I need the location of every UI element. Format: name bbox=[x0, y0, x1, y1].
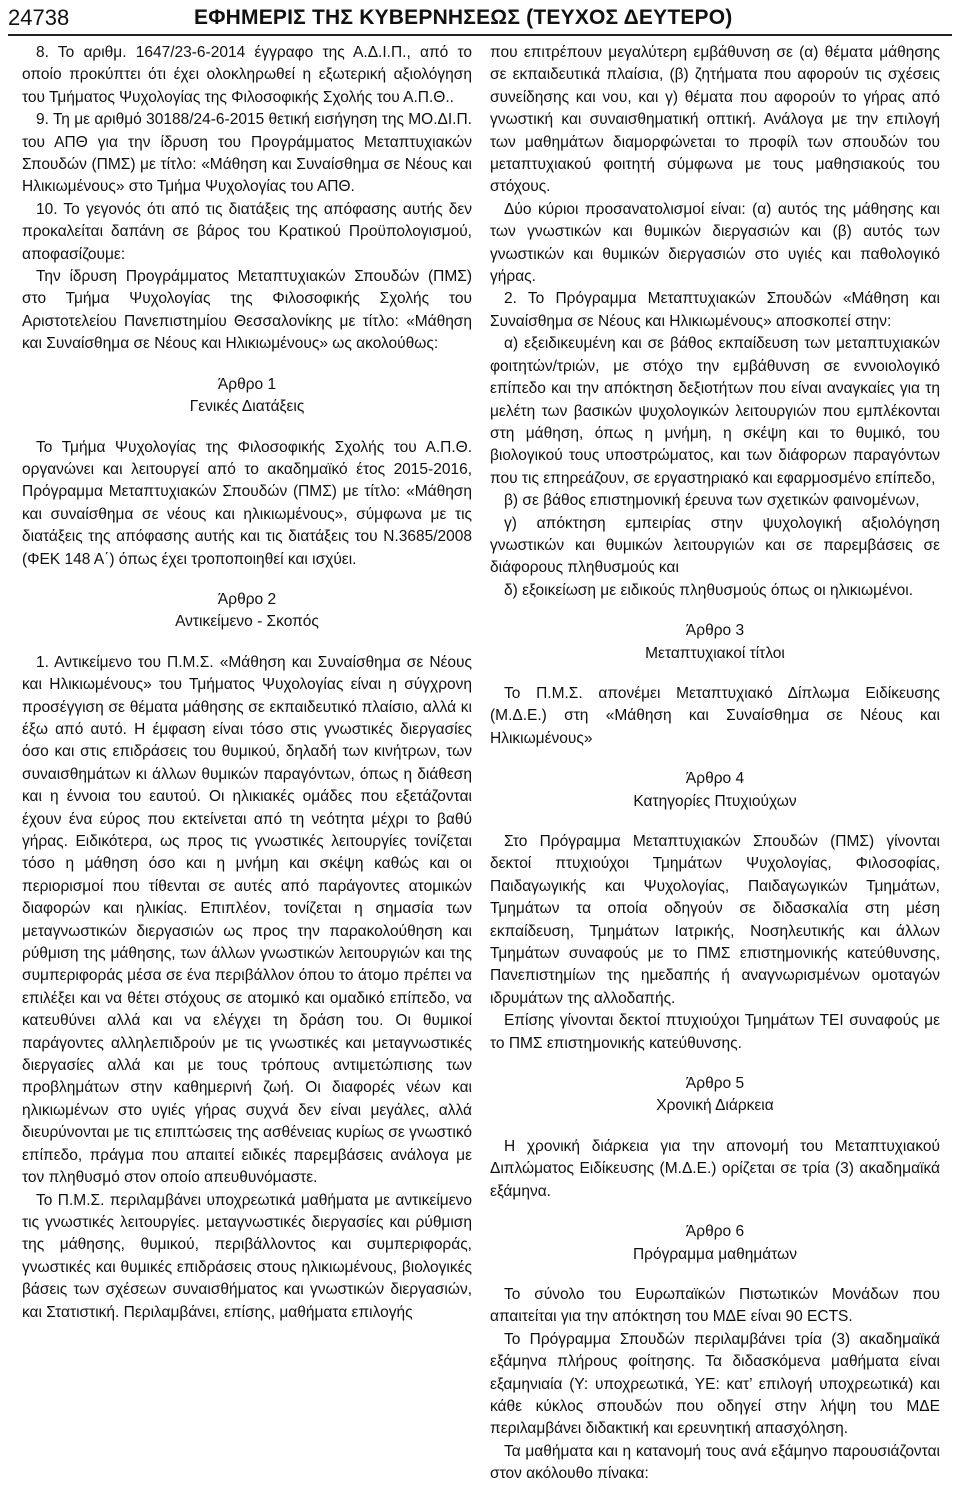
article-2-number: Άρθρο 2 bbox=[217, 590, 277, 608]
aim-a: α) εξειδικευμένη και σε βάθος εκπαίδευση των μεταπτυχιακών φοιτητών/τριών, με στόχο την εμβάθυνση σε εννοιολογικό επίπεδο και την απόκτηση δεξιοτήτων που είναι αναγκαίες για τη μελέτη των βασικών ψυχολογικών λειτουργιών που εμπλέκονται στη μάθηση, όπως η μνήμη, η σκέψη και το θυμικό, του βιολογικού τους υποστρώματος, και των διάφορων παραγόντων που τις επηρεάζουν, σε εργαστηριακό και εφαρμοσμένο επίπεδο, bbox=[490, 335, 940, 487]
orientations-text: Δύο κύριοι προσανατολισμοί είναι: (α) αυτός της μάθησης και των γνωστικών και θυμικών διεργασιών και (β) αυτός των γνωστικών και θυμικών διεργασιών στο υγιές και παθολογικό γήρας. bbox=[490, 200, 940, 286]
decision-text: Την ίδρυση Προγράμματος Μεταπτυχιακών Σπουδών (ΠΜΣ) στο Τμήμα Ψυχολογίας της Φιλοσοφικής Σχολής του Αριστοτελείου Πανεπιστημίου Θεσσαλονίκης με τίτλο: «Μάθηση και Συναίσθημα σε Νέους και Ηλικιωμένους» ως ακολούθως: bbox=[22, 268, 472, 353]
clause-9: 9. Τη με αριθμό 30188/24-6-2015 θετική εισήγηση της ΜΟ.ΔΙ.Π. του ΑΠΘ για την ίδρυση του Προγράμματος Μεταπτυχιακών Σπουδών (ΠΜΣ) με τίτλο: «Μάθηση και Συναίσθημα σε Νέους και Ηλικιωμένους» στο Τμήμα Ψυχολογίας του ΑΠΘ. bbox=[22, 111, 472, 196]
spacer bbox=[490, 1266, 940, 1284]
spacer bbox=[490, 813, 940, 831]
article-6-title: Πρόγραμμα μαθημάτων bbox=[632, 1245, 798, 1263]
article-2-title: Αντικείμενο - Σκοπός bbox=[175, 613, 319, 631]
page-number: 24738 bbox=[8, 5, 70, 30]
article-6-number: Άρθρο 6 bbox=[685, 1223, 745, 1241]
spacer bbox=[490, 1055, 940, 1073]
article-6-paragraph-3: Τα μαθήματα και η κατανομή τους ανά εξάμηνο παρουσιάζονται στον ακόλουθο πίνακα: bbox=[490, 1442, 940, 1483]
spacer bbox=[490, 665, 940, 683]
article-3-title: Μεταπτυχιακοί τίτλοι bbox=[645, 644, 785, 662]
spacer bbox=[490, 1118, 940, 1136]
clause-8: 8. Το αριθμ. 1647/23-6-2014 έγγραφο της Α.Δ.Ι.Π., από το οποίο προκύπτει ότι έχει ολοκληρωθεί η εξωτερική αξιολόγηση του Τμήματος Ψυχολογίας της Φιλοσοφικής Σχολής του Α.Π.Θ.. bbox=[22, 44, 472, 106]
spacer bbox=[490, 602, 940, 620]
spacer bbox=[22, 571, 472, 589]
article-4-title: Κατηγορίες Πτυχιούχων bbox=[633, 792, 797, 810]
spacer bbox=[490, 750, 940, 768]
article-1-title: Γενικές Διατάξεις bbox=[189, 398, 305, 416]
article-5-number: Άρθρο 5 bbox=[685, 1075, 745, 1093]
article-2-paragraph-2: Το Π.Μ.Σ. περιλαμβάνει υποχρεωτικά μαθήματα με αντικείμενο τις γνωστικές λειτουργίες. μεταγνωστικές διεργασίες και ρύθμιση της μάθησης, θυμικού, περιβάλλοντος και συμπεριφοράς, γνωστικές και θυμικές επιδράσεις στους ηλικιωμένους, βιολογικές βάσεις των σχέσεων συναισθήματος και γνωστικών διεργασιών, και Στατιστική. Περιλαμβάνει, επίσης, μαθήματα επιλογής bbox=[22, 1191, 472, 1321]
aim-c: γ) απόκτηση εμπειρίας στην ψυχολογική αξιολόγηση γνωστικών και θυμικών λειτουργιών και σε παρεμβάσεις σε διάφορους πληθυσμούς και bbox=[490, 514, 940, 577]
spacer bbox=[490, 1203, 940, 1221]
article-6-paragraph-2: Το Πρόγραμμα Σπουδών περιλαμβάνει τρία (3) ακαδημαϊκά εξάμηνα πλήρους φοίτησης. Τα διδασκόμενα μαθήματα είναι εξαμηνιαία (Υ: υποχρεωτικά, ΥΕ: κατ’ επιλογή υποχρεωτικά) και κάθε κύκλος σπουδών που οδηγεί στην λήψη του ΜΔΕ περιλαμβάνει διδακτική και ερευνητική απασχόληση. bbox=[490, 1330, 940, 1438]
article-4-paragraph-2: Επίσης γίνονται δεκτοί πτυχιούχοι Τμημάτων ΤΕΙ συναφούς με το ΠΜΣ επιστημονικής κατεύθυνσης. bbox=[490, 1012, 940, 1052]
aim-d: δ) εξοικείωση με ειδικούς πληθυσμούς όπως οι ηλικιωμένοι. bbox=[504, 581, 914, 599]
aim-intro: 2. Το Πρόγραμμα Μεταπτυχιακών Σπουδών «Μάθηση και Συναίσθημα σε Νέους και Ηλικιωμένους» αποσκοπεί στην: bbox=[490, 290, 940, 330]
spacer bbox=[22, 634, 472, 652]
article-5-text: Η χρονική διάρκεια για την απονομή του Μεταπτυχιακού Διπλώματος Ειδίκευσης (Μ.Δ.Ε.) ορίζεται σε τρία (3) ακαδημαϊκά εξάμηνα. bbox=[490, 1137, 940, 1200]
aim-b: β) σε βάθος επιστημονική έρευνα των σχετικών φαινομένων, bbox=[504, 492, 920, 510]
article-3-number: Άρθρο 3 bbox=[685, 622, 745, 640]
right-column bbox=[490, 42, 940, 1483]
article-4-number: Άρθρο 4 bbox=[685, 770, 745, 788]
left-column bbox=[22, 42, 472, 1404]
article-1-text: Το Τμήμα Ψυχολογίας της Φιλοσοφικής Σχολής του Α.Π.Θ. οργανώνει και λειτουργεί από το ακαδημαϊκό έτος 2015-2016, Πρόγραμμα Μεταπτυχιακών Σπουδών (ΠΜΣ) με τίτλο: «Μάθηση και συναίσθημα σε νέους και ηλικιωμένους», σύμφωνα με τις διατάξεις της απόφασης αυτής και τις διατάξεις του Ν.3685/2008 (ΦΕΚ 148 Α΄) όπως έχει τροποποιηθεί και ισχύει. bbox=[22, 438, 472, 568]
article-5-title: Χρονική Διάρκεια bbox=[656, 1097, 774, 1115]
journal-title: ΕΦΗΜΕΡΙΣ ΤΗΣ ΚΥΒΕΡΝΗΣΕΩΣ (ΤΕΥΧΟΣ ΔΕΥΤΕΡΟ) bbox=[194, 6, 733, 29]
article-6-paragraph-1: Το σύνολο του Ευρωπαϊκών Πιστωτικών Μονάδων που απαιτείται για την απόκτηση του ΜΔΕ είναι 90 ECTS. bbox=[490, 1285, 940, 1326]
spacer bbox=[22, 356, 472, 374]
article-4-paragraph-1: Στο Πρόγραμμα Μεταπτυχιακών Σπουδών (ΠΜΣ) γίνονται δεκτοί πτυχιούχοι Τμημάτων Ψυχολογίας, Φιλοσοφίας, Παιδαγωγικής και Ψυχολογίας, Παιδαγωγικών Τμημάτων, Τμημάτων τα οποία οδηγούν σε διδασκαλία στη μέση εκπαίδευση, Τμημάτων Ιατρικής, Νοσηλευτικής και άλλων Τμημάτων συναφούς με το ΠΜΣ επιστημονικής κατεύθυνσης, Πανεπιστημίων της ημεδαπής ή αναγνωρισμένων ομοταγών ιδρυμάτων της αλλοδαπής. bbox=[490, 833, 940, 1007]
continued-text: που επιτρέπουν μεγαλύτερη εμβάθυνση σε (α) θέματα μάθησης σε εκπαιδευτικά πλαίσια, (β) ζητήματα που αφορούν τις σχέσεις συνείδησης και νου, και γ) θέματα που αφορούν το γήρας από γνωστική και συναισθηματική οπτική. Ανάλογα με την επιλογή των μαθημάτων διαμορφώνεται το προφίλ των σπουδών του μεταπτυχιακού φοιτητή σύμφωνα με τους μαθησιακούς του στόχους. bbox=[490, 44, 940, 196]
clause-10: 10. Το γεγονός ότι από τις διατάξεις της απόφασης αυτής δεν προκαλείται δαπάνη σε βάρος του Κρατικού Προϋπολογισμού, αποφασίζουμε: bbox=[22, 200, 472, 263]
article-1-number: Άρθρο 1 bbox=[217, 375, 277, 393]
article-3-text: Το Π.Μ.Σ. απονέμει Μεταπτυχιακό Δίπλωμα Ειδίκευσης (Μ.Δ.Ε.) στη «Μάθηση και Συναίσθημα σε Νέους και Ηλικιωμένους» bbox=[490, 684, 940, 747]
page-header bbox=[8, 4, 952, 44]
spacer bbox=[22, 419, 472, 437]
article-2-paragraph-1: 1. Αντικείμενο του Π.Μ.Σ. «Μάθηση και Συναίσθημα σε Νέους και Ηλικιωμένους» του Τμήματος Ψυχολογίας είναι η σύγχρονη προσέγγιση σε θέματα μάθησης σε εκπαιδευτικό πλαίσιο, αλλά κι έξω από αυτό. Η έμφαση είναι τόσο στις γνωστικές διεργασίες όσο και στις επιδράσεις του θυμικού, δηλαδή των κινήτρων, των συναισθημάτων κι άλλων θυμικών παραγόντων, όπως η διάθεση και η έννοια του εαυτού. Οι ηλικιακές ομάδες που εξετάζονται έχουν ένα εύρος που εκτείνεται από τη νεότητα μέχρι το βαθύ γήρας. Ειδικότερα, ως προς τις γνωστικές λειτουργίες τονίζεται τόσο η μάθηση όσο και η μνήμη και σκέψη καθώς και οι περιορισμοί που τίθενται σε αυτές από παράγοντες ατομικών διαφορών και ηλικίας. Επιπλέον, τονίζεται η σημασία των μεταγνωστικών διεργασιών ως προς την παρακολούθηση και ρύθμιση της μάθησης, των άλλων γνωστικών λειτουργιών και της συμπεριφοράς μέσα σε ένα περιβάλλον όπου το άτομο πρέπει να επιλέξει και να θέτει στόχους σε ατομικό και ομαδικό επίπεδο, να κατευθύνει αλλά και να ελέγχει τη δράση του. Οι θυμικοί παράγοντες αλληλεπιδρούν με τις γνωστικές και μεταγνωστικές διεργασίες αλλά και με τους τρόπους αντιμετώπισης των προβλημάτων στην καθημερινή ζωή. Οι διαφορές νέων και ηλικιωμένων στο υγιές γήρας συχνά δεν είναι μεγάλες, αλλά διευρύνονται με τις επιπτώσεις της ασθένειας κυρίως σε γνωστικό επίπεδο, πράγμα που απαιτεί ειδικές παρεμβάσεις ανάλογα με τον πληθυσμό στον οποίο απευθυνόμαστε. bbox=[22, 653, 472, 1187]
header-rule bbox=[8, 34, 952, 36]
